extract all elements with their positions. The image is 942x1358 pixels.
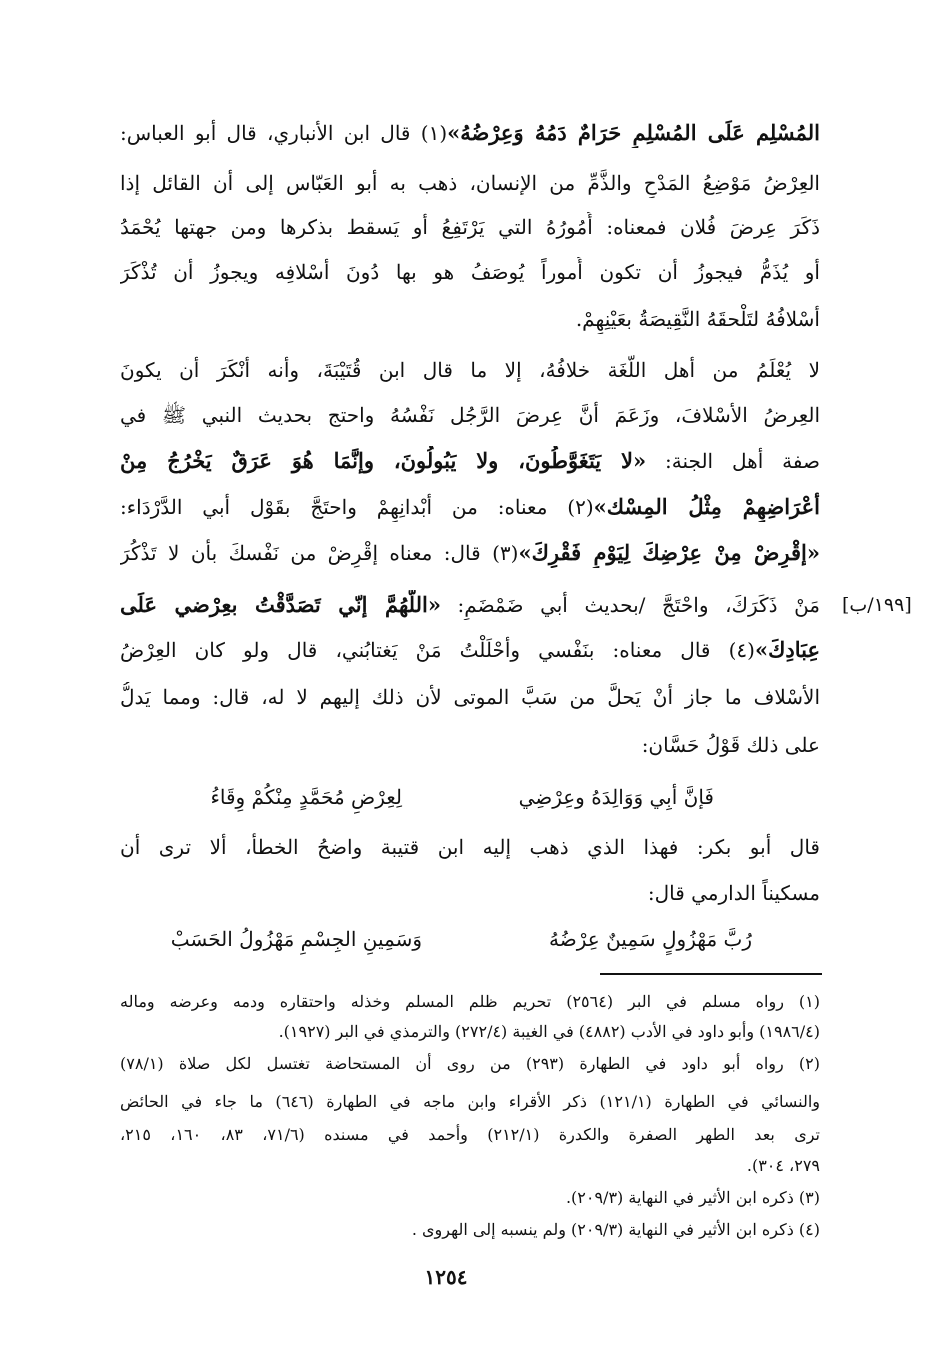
verse-hemistich-first: رُبَّ مَهْزُولٍ سَمِينٌ عِرْضُهُ (549, 927, 752, 951)
body-line: لا يُعْلَمُ من أهل اللُّغَة خلافُهُ، إلا ما قال ابن قُتَيْبَةَ، وأنه أنْكَرَ أن يكونَ (120, 358, 820, 382)
quote-text: «إقْرِضْ مِنْ عِرْضِكَ لِيَوْمِ فَقْرِكَ» (518, 540, 820, 565)
body-line: عِبَادِكَ»(٤) قال معناه: بنَفْسي وأحْلَلْتُ مَنْ يَغتابُني، قال ولو كان العِرْضُ (120, 637, 820, 662)
body-line: الأسْلاف ما جاز أنْ يَحلَّ من سَبَّ الموتى لأن ذلك إليهم لا له، قال: ومما يَدلُّ (120, 685, 820, 709)
footnote-line: ٢٧٩، ٣٠٤). (746, 1156, 820, 1175)
body-line: أعْرَاضِهِمْ مِثْلُ المِسْك»(٢) معناه: من أبْدانِهِمْ واحتَجَّ بقَوْل أبي الدَّرْدَاء: (120, 494, 820, 519)
body-line: أسْلافُهُ لتَلْحقَهُ النَّقِيصَةُ بعَيْنِهِمْ. (575, 307, 820, 331)
footnote-separator (600, 973, 822, 975)
footnote-line: ترى بعد الطهر الصفرة والكدرة (٢١٢/١) وأحمد في مسنده (٧١/٦، ٨٣، ١٦٠، ٢١٥، (120, 1125, 820, 1144)
body-line: العِرضُ الأسْلافَ، وزَعَمَ أنَّ عِرضَ الرَّجُل نَفْسُهُ واحتج بحديث النبي ﷺ في (120, 403, 820, 427)
hadith-text: أعْرَاضِهِمْ مِثْلُ المِسْك» (593, 494, 820, 519)
hadith-text: المُسْلِم عَلَى المُسْلِمِ حَرَامٌ دَمُهُ وَعِرْضُهُ» (447, 120, 820, 145)
verse-hemistich-second: وَسَمِينِ الجِسْمِ مَهْزُولُ الحَسَبْ (170, 927, 422, 951)
footnote-line: (٤) ذكره ابن الأثير في النهاية (٢٠٩/٣) ولم ينسبه إلى الهروى . (411, 1220, 820, 1239)
footnote-line: (١) رواه مسلم في البر (٢٥٦٤) تحريم ظلم المسلم وخذله واحتقاره ودمه وعرضه وماله (120, 992, 820, 1011)
body-line: على ذلك قَوْلُ حَسَّان: (641, 733, 820, 757)
hadith-text: «لا يَتَغَوَّطُونَ، ولا يَبُولُونَ، وإنَّمَا هُوَ عَرَقٌ يَخْرُجُ مِنْ (120, 448, 647, 473)
body-line: «إقْرِضْ مِنْ عِرْضِكَ لِيَوْمِ فَقْرِكَ»(٣) قال: معناه إقْرِضْ من نَفْسكَ بأن لا تَذْكُرَ (120, 540, 820, 565)
body-line: المُسْلِم عَلَى المُسْلِمِ حَرَامٌ دَمُهُ وَعِرْضُهُ»(١) قال ابن الأنباري، قال أبو العباس: (120, 120, 820, 145)
margin-folio-note: [١٩٩/ب] (842, 594, 912, 616)
body-line: مَنْ ذَكَرَكَ، واحْتَجَّ /بحديث أبي ضَمْضَمٍ: «اللَّهُمَّ إنّي تَصَدَّقْتُ بعِرْضي عَلَى (120, 592, 820, 617)
verse-hemistich-first: فَإنَّ أبِي وَوَالِدَهُ وعِرْضِي (518, 785, 714, 809)
page-number: ١٢٥٤ (424, 1265, 468, 1289)
body-line: مسكيناً الدارمي قال: (647, 881, 820, 905)
body-line: قال أبو بكر: فهذا الذي ذهب إليه ابن قتيبة واضحُ الخطأ، ألا ترى أن (120, 835, 820, 859)
footnote-line: (١٩٨٦/٤) وأبو داود في الأدب (٤٨٨٢) في الغيبة (٢٧٢/٤) والترمذي في البر (١٩٢٧). (278, 1022, 820, 1041)
verse-hemistich-second: لِعِرْضِ مُحَمَّدٍ مِنْكُمْ وِقَاءُ (210, 785, 402, 809)
quote-text: «اللَّهُمَّ إنّي تَصَدَّقْتُ بعِرْضي عَلَى (120, 592, 441, 617)
footnote-line: (٢) رواه أبو داود في الطهارة (٢٩٣) من روى أن المستحاضة تغتسل لكل صلاة (٧٨/١) (120, 1054, 820, 1073)
body-line: ذَكَرَ عِرضَ فُلان فمعناه: أُمُورُهُ التي يَرْتَفِعُ أو يَسقط بذكرها ومن جهتها يُحْمَدُ (120, 215, 820, 239)
footnote-line: (٣) ذكره ابن الأثير في النهاية (٢٠٩/٣). (565, 1188, 820, 1207)
body-line: أو يُذَمُّ فيجوزُ أن تكون أُموراً يُوصَفُ هو بها دُونَ أسْلافِه ويجوزُ أن تُذْكَرَ (120, 260, 820, 284)
quote-text: عِبَادِكَ» (754, 637, 820, 662)
body-line: العِرْضُ مَوْضِعُ المَدْحِ والذَّمِّ من الإنسان، ذهب به أبو العَبّاس إلى أن القائل إذا (120, 171, 820, 195)
footnote-line: والنسائي في الطهارة (١٢١/١) ذكر الأقراء وابن ماجه في الطهارة (٦٤٦) ما جاء في الحائض (120, 1092, 820, 1111)
body-line: صفة أهل الجنة: «لا يَتَغَوَّطُونَ، ولا يَبُولُونَ، وإنَّمَا هُوَ عَرَقٌ يَخْرُجُ مِنْ (120, 448, 820, 473)
